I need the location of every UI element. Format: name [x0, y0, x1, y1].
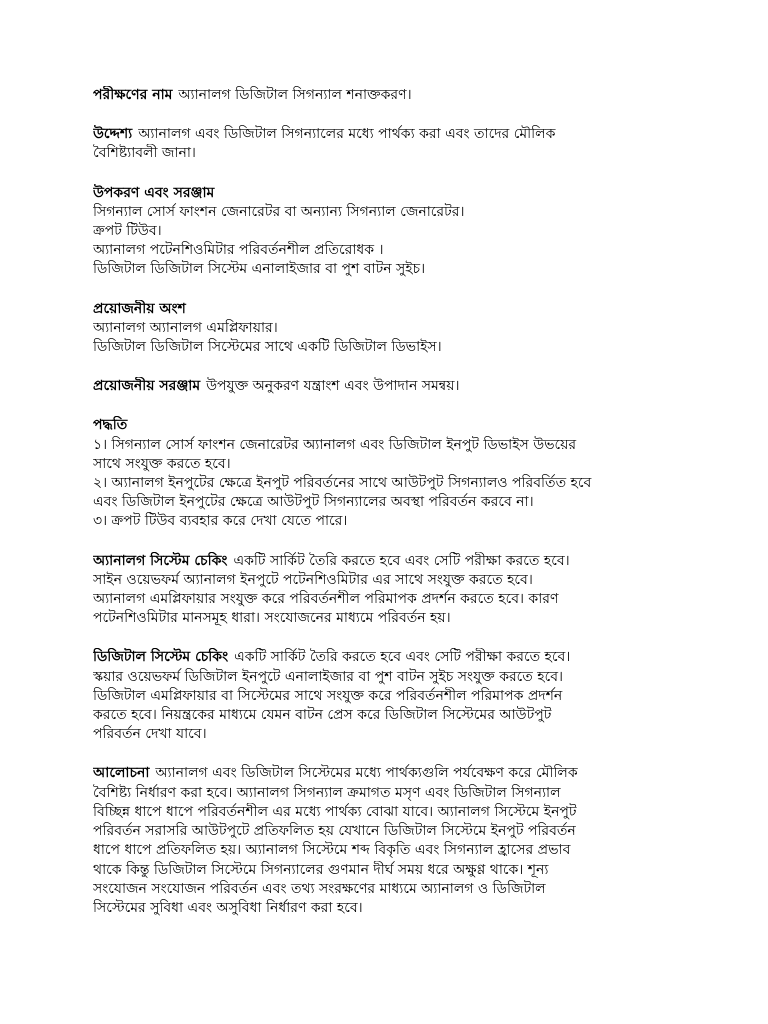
discussion-section: [93, 764, 693, 918]
objective-line-2: বৈশিষ্ট্যাবলী জানা।: [93, 145, 196, 162]
equipment-line: ক্রপট টিউব।: [93, 223, 162, 240]
test-name-label: পরীক্ষণের নাম: [93, 87, 173, 103]
analog-check-first-text: একটি সার্কিট তৈরি করতে হবে এবং সেটি পরীক্ষা করতে হবে।: [233, 552, 570, 569]
discussion-line: ধাপে ধাপে প্রতিফলিত হয়। অ্যানালগ সিস্টেমে শব্দ বিকৃতি এবং সিগন্যাল হ্রাসের প্রভাব: [93, 842, 571, 859]
method-line: সাথে সংযুক্ত করতে হবে।: [93, 455, 231, 472]
equipment-section: [93, 184, 693, 280]
required-parts-section: [93, 300, 693, 358]
analog-check-label: অ্যানালগ সিস্টেম চেকিং: [93, 552, 228, 569]
method-section: [93, 416, 693, 531]
discussion-label: আলোচনা: [93, 765, 150, 782]
required-parts-heading: প্রয়োজনীয় অংশ: [93, 300, 186, 317]
digital-check-first-text: একটি সার্কিট তৈরি করতে হবে এবং সেটি পরীক্ষা করতে হবে।: [234, 649, 571, 666]
method-heading: পদ্ধতি: [93, 417, 128, 434]
equipment-line: ডিজিটাল ডিজিটাল সিস্টেম এনালাইজার বা পুশ বাটন সুইচ।: [93, 261, 426, 278]
test-name-section: [93, 86, 693, 105]
analog-check-line: সাইন ওয়েভফর্ম অ্যানালগ ইনপুটে পটেনশিওমিটার এর সাথে সংযুক্ত করতে হবে।: [93, 571, 533, 588]
discussion-line: সিস্টেমের সুবিধা এবং অসুবিধা নির্ধারণ করা হবে।: [93, 899, 363, 916]
required-parts-line: অ্যানালগ অ্যানালগ এমপ্লিফায়ার।: [93, 319, 278, 336]
required-tools-label: প্রয়োজনীয় সরঞ্জাম: [93, 378, 201, 395]
required-parts-line: ডিজিটাল ডিজিটাল সিস্টেমের সাথে একটি ডিজিটাল ডিভাইস।: [93, 339, 442, 356]
equipment-line: অ্যানালগ পটেনশিওমিটার পরিবর্তনশীল প্রতিরোধক ।: [93, 242, 384, 259]
analog-check-line: পটেনশিওমিটার মানসমূহ ধারা। সংযোজনের মাধ্যমে পরিবর্তন হয়।: [93, 610, 451, 627]
equipment-heading: উপকরণ এবং সরঞ্জাম: [93, 184, 215, 201]
discussion-first-line: [93, 764, 693, 783]
digital-check-line: করতে হবে। নিয়ন্ত্রকের মাধ্যমে যেমন বাটন প্রেস করে ডিজিটাল সিস্টেমের আউটপুট: [93, 707, 552, 724]
equipment-line: সিগন্যাল সোর্স ফাংশন জেনারেটর বা অন্যান্য সিগন্যাল জেনারেটর।: [93, 203, 465, 220]
discussion-line: থাকে কিন্তু ডিজিটাল সিস্টেমে সিগন্যালের গুণমান দীর্ঘ সময় ধরে অক্ষুণ্ণ থাকে। শূন্য: [93, 861, 549, 878]
method-line: এবং ডিজিটাল ইনপুটের ক্ষেত্রে আউটপুট সিগন্যালের অবস্থা পরিবর্তন করবে না।: [93, 494, 534, 511]
discussion-first-text: অ্যানালগ এবং ডিজিটাল সিস্টেমের মধ্যে পার্থক্যগুলি পর্যবেক্ষণ করে মৌলিক: [155, 765, 578, 782]
analog-check-line: অ্যানালগ এমপ্লিফায়ার সংযুক্ত করে পরিবর্তনশীল পরিমাপক প্রদর্শন করতে হবে। কারণ: [93, 591, 559, 608]
discussion-line: বৈশিষ্ট্য নির্ধারণ করা হবে। অ্যানালগ সিগন্যাল ক্রমাগত মসৃণ এবং ডিজিটাল সিগন্যাল: [93, 784, 561, 801]
objective-section: [93, 125, 693, 163]
discussion-line: পরিবর্তন সরাসরি আউটপুটে প্রতিফলিত হয় যেখানে ডিজিটাল সিস্টেমে ইনপুট পরিবর্তন: [93, 823, 576, 840]
discussion-line: সংযোজন সংযোজন পরিবর্তন এবং তথ্য সংরক্ষণের মাধ্যমে অ্যানালগ ও ডিজিটাল: [93, 880, 546, 897]
analog-check-section: [93, 552, 693, 629]
digital-check-line: ডিজিটাল এমপ্লিফায়ার বা সিস্টেমের সাথে সংযুক্ত করে পরিবর্তনশীল পরিমাপক প্রদর্শন: [93, 687, 563, 704]
required-tools-text: উপযুক্ত অনুকরণ যন্ত্রাংশ এবং উপাদান সমন্বয়।: [206, 378, 460, 395]
method-line: ৩। ক্রপট টিউব ব্যবহার করে দেখা যেতে পারে।: [93, 513, 348, 530]
digital-check-section: [93, 648, 693, 744]
method-line: ২। অ্যানালগ ইনপুটের ক্ষেত্রে ইনপুট পরিবর্তনের সাথে আউটপুট সিগন্যালও পরিবর্তিত হবে: [93, 475, 592, 492]
objective-line-1: [93, 125, 693, 144]
document-page: [93, 86, 693, 938]
test-name-text: অ্যানালগ ডিজিটাল সিগন্যাল শনাক্তকরণ।: [178, 87, 412, 103]
digital-check-line: স্কয়ার ওয়েভফর্ম ডিজিটাল ইনপুটে এনালাইজার বা পুশ বাটন সুইচ সংযুক্ত করতে হবে।: [93, 668, 564, 685]
test-name-line: [93, 86, 693, 105]
digital-check-first-line: [93, 648, 693, 667]
method-line: ১। সিগন্যাল সোর্স ফাংশন জেনারেটর অ্যানালগ এবং ডিজিটাল ইনপুট ডিভাইস উভয়ের: [93, 436, 577, 453]
required-tools-line: [93, 377, 693, 396]
required-tools-section: [93, 377, 693, 396]
digital-check-line: পরিবর্তন দেখা যাবে।: [93, 726, 207, 743]
digital-check-label: ডিজিটাল সিস্টেম চেকিং: [93, 649, 229, 666]
objective-text-1: অ্যানালগ এবং ডিজিটাল সিগন্যালের মধ্যে পার্থক্য করা এবং তাদের মৌলিক: [138, 126, 556, 143]
discussion-line: বিচ্ছিন্ন ধাপে ধাপে পরিবর্তনশীল এর মধ্যে পার্থক্য বোঝা যাবে। অ্যানালগ সিস্টেমে ইনপুট: [93, 803, 577, 820]
objective-label: উদ্দেশ্য: [93, 126, 133, 143]
analog-check-first-line: [93, 552, 693, 571]
